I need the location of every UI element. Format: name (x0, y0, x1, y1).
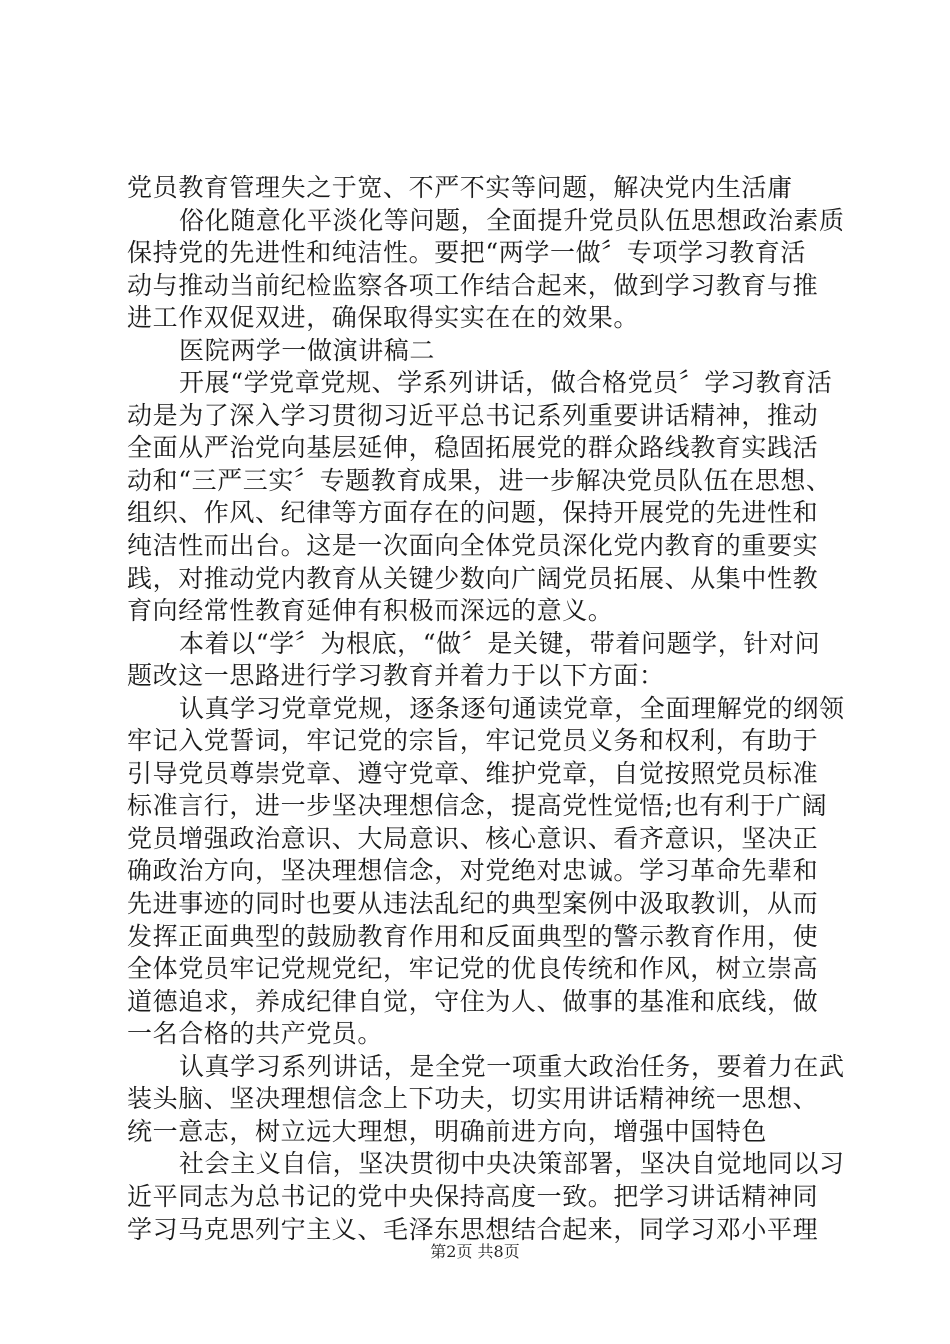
text-line: 组织、作风、纪律等方面存在的问题，保持开展党的先进性和 (127, 498, 819, 528)
text-line: 社会主义自信，坚决贯彻中央决策部署，坚决自觉地同以习 (179, 1149, 845, 1179)
text-line: 装头脑、坚决理想信念上下功夫，切实用讲话精神统一思想、 (127, 1084, 819, 1114)
text-line: 保持党的先进性和纯洁性。要把“两学一做〞专项学习教育活 (127, 238, 806, 268)
text-line: 确政治方向，坚决理想信念，对党绝对忠诚。学习革命先辈和 (127, 856, 819, 886)
text-line: 认真学习党章党规，逐条逐句通读党章，全面理解党的纲领 (179, 693, 845, 723)
text-line: 发挥正面典型的鼓励教育作用和反面典型的警示教育作用，使 (127, 921, 819, 951)
text-line: 引导党员尊崇党章、遵守党章、维护党章，自觉按照党员标准 (127, 758, 819, 788)
text-line: 标准言行，进一步坚决理想信念，提高党性觉悟;也有利于广阔 (127, 791, 828, 821)
text-line: 本着以“学〞为根底，“做〞是关键，带着问题学，针对问 (179, 628, 821, 658)
text-line: 俗化随意化平淡化等问题，全面提升党员队伍思想政治素质 (179, 205, 845, 235)
text-line: 育向经常性教育延伸有积极而深远的意义。 (127, 596, 614, 626)
text-line: 践，对推动党内教育从关键少数向广阔党员拓展、从集中性教 (127, 563, 819, 593)
document-body (127, 172, 845, 1246)
text-line: 统一意志，树立远大理想，明确前进方向，增强中国特色 (127, 1116, 768, 1146)
text-line: 党员增强政治意识、大局意识、核心意识、看齐意识，坚决正 (127, 823, 819, 853)
text-line: 动是为了深入学习贯彻习近平总书记系列重要讲话精神，推动 (127, 400, 819, 430)
text-line: 一名合格的共产党员。 (127, 1019, 384, 1049)
text-line: 全面从严治党向基层延伸，稳固拓展党的群众路线教育实践活 (127, 433, 819, 463)
text-line: 全体党员牢记党规党纪，牢记党的优良传统和作风，树立崇高 (127, 954, 819, 984)
text-line: 牢记入党誓词，牢记党的宗旨，牢记党员义务和权利，有助于 (127, 726, 819, 756)
text-line: 动与推动当前纪检监察各项工作结合起来，做到学习教育与推 (127, 270, 819, 300)
page-footer: 第2页 共8页 (430, 1242, 520, 1261)
text-line: 学习马克思列宁主义、毛泽东思想结合起来，同学习邓小平理 (127, 1214, 819, 1244)
text-line: 道德追求，养成纪律自觉，守住为人、做事的基准和底线，做 (127, 986, 819, 1016)
text-line: 纯洁性而出台。这是一次面向全体党员深化党内教育的重要实 (127, 531, 819, 561)
text-line: 近平同志为总书记的党中央保持高度一致。把学习讲话精神同 (127, 1181, 819, 1211)
text-line: 动和“三严三实〞专题教育成果，进一步解决党员队伍在思想、 (127, 465, 832, 495)
text-line: 先进事迹的同时也要从违法乱纪的典型案例中汲取教训，从而 (127, 889, 819, 919)
text-line: 认真学习系列讲话，是全党一项重大政治任务，要着力在武 (179, 1051, 845, 1081)
text-line: 开展“学党章党规、学系列讲话，做合格党员〞学习教育活 (179, 368, 833, 398)
text-line: 医院两学一做演讲稿二 (179, 335, 436, 365)
text-line: 党员教育管理失之于宽、不严不实等问题，解决党内生活庸 (127, 173, 793, 202)
text-line: 题改这一思路进行学习教育并着力于以下方面： (127, 661, 665, 691)
text-line: 进工作双促双进，确保取得实实在在的效果。 (127, 303, 640, 333)
